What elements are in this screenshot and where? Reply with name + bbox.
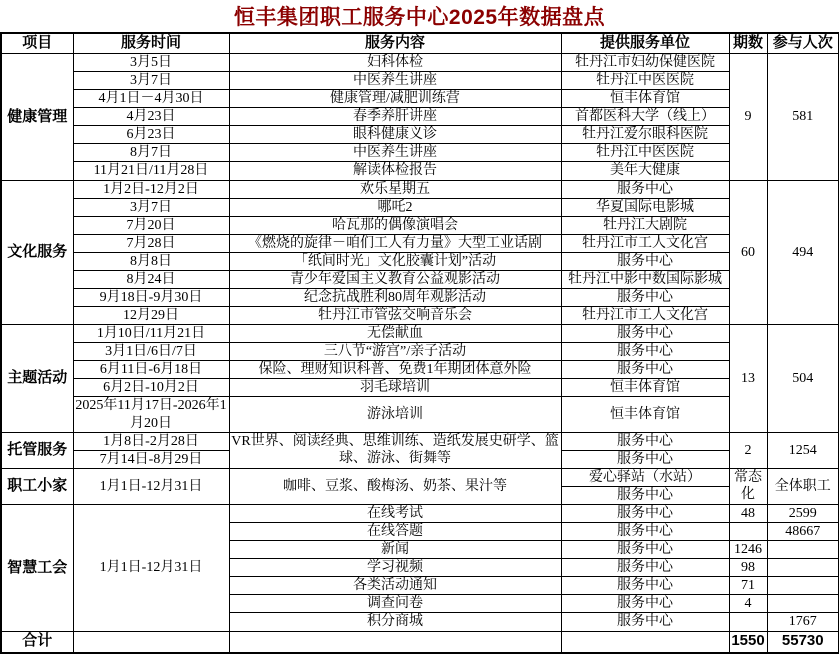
cell-time: 8月7日 xyxy=(73,144,229,162)
cell-time: 1月1日-12月31日 xyxy=(73,468,229,504)
table-row xyxy=(1,289,839,307)
cell-provider: 服务中心 xyxy=(561,541,729,559)
cell-content: 新闻 xyxy=(229,541,561,559)
cell-project: 托管服务 xyxy=(1,432,73,468)
cell-time: 6月2日-10月2日 xyxy=(73,379,229,397)
cell-provider: 牡丹江中影中数国际影城 xyxy=(561,270,729,288)
column-header: 提供服务单位 xyxy=(561,33,729,54)
cell-project: 主题活动 xyxy=(1,325,73,432)
cell-time: 7月20日 xyxy=(73,216,229,234)
table-body xyxy=(1,54,839,653)
table-row xyxy=(1,162,839,180)
cell-time: 9月18日-9月30日 xyxy=(73,289,229,307)
cell-participants: 2599 xyxy=(767,504,839,522)
cell-provider: 服务中心 xyxy=(561,595,729,613)
cell-content: 中医养生讲座 xyxy=(229,72,561,90)
table-row xyxy=(1,90,839,108)
cell-total-provider xyxy=(561,631,729,653)
table-row xyxy=(1,468,839,486)
cell-time: 6月23日 xyxy=(73,126,229,144)
cell-content: 青少年爱国主义教育公益观影活动 xyxy=(229,270,561,288)
cell-periods: 1246 xyxy=(729,541,767,559)
page-title: 恒丰集团职工服务中心2025年数据盘点 xyxy=(233,6,606,29)
cell-provider: 首都医科大学（线上） xyxy=(561,108,729,126)
cell-provider: 服务中心 xyxy=(561,450,729,468)
cell-content: 中医养生讲座 xyxy=(229,144,561,162)
cell-total-periods: 1550 xyxy=(729,631,767,653)
cell-content: 《燃烧的旋律－咱们工人有力量》大型工业话剧 xyxy=(229,234,561,252)
cell-provider: 服务中心 xyxy=(561,361,729,379)
cell-periods: 4 xyxy=(729,595,767,613)
cell-project: 健康管理 xyxy=(1,54,73,181)
cell-content: 调查问卷 xyxy=(229,595,561,613)
column-header: 期数 xyxy=(729,33,767,54)
cell-total-label: 合计 xyxy=(1,631,73,653)
table-row xyxy=(1,397,839,432)
cell-participants: 581 xyxy=(767,54,839,181)
cell-content: 羽毛球培训 xyxy=(229,379,561,397)
cell-provider: 恒丰体育馆 xyxy=(561,90,729,108)
cell-participants: 494 xyxy=(767,180,839,325)
cell-time: 11月21日/11月28日 xyxy=(73,162,229,180)
cell-periods: 60 xyxy=(729,180,767,325)
cell-content: 三八节“游宫”/亲子活动 xyxy=(229,343,561,361)
table-row xyxy=(1,108,839,126)
cell-provider: 服务中心 xyxy=(561,613,729,631)
table-row xyxy=(1,252,839,270)
data-table xyxy=(0,32,839,654)
cell-content: 学习视频 xyxy=(229,559,561,577)
cell-periods: 71 xyxy=(729,577,767,595)
cell-content: 健康管理/减肥训练营 xyxy=(229,90,561,108)
table-row xyxy=(1,72,839,90)
cell-content: 游泳培训 xyxy=(229,397,561,432)
cell-content: 欢乐星期五 xyxy=(229,180,561,198)
cell-total-participants: 55730 xyxy=(767,631,839,653)
cell-participants: 48667 xyxy=(767,523,839,541)
cell-time: 1月1日-12月31日 xyxy=(73,504,229,631)
cell-periods: 9 xyxy=(729,54,767,181)
cell-provider: 恒丰体育馆 xyxy=(561,397,729,432)
table-row xyxy=(1,126,839,144)
cell-periods: 98 xyxy=(729,559,767,577)
cell-provider: 服务中心 xyxy=(561,252,729,270)
cell-participants xyxy=(767,541,839,559)
cell-periods: 常态化 xyxy=(729,468,767,504)
cell-provider: 服务中心 xyxy=(561,432,729,450)
cell-content: 妇科体检 xyxy=(229,54,561,72)
cell-periods xyxy=(729,523,767,541)
cell-participants: 全体职工 xyxy=(767,468,839,504)
cell-time: 3月7日 xyxy=(73,198,229,216)
cell-project: 智慧工会 xyxy=(1,504,73,631)
cell-content: 纪念抗战胜利80周年观影活动 xyxy=(229,289,561,307)
cell-content: 「纸间时光」文化胶囊计划”活动 xyxy=(229,252,561,270)
cell-project: 文化服务 xyxy=(1,180,73,325)
cell-project: 职工小家 xyxy=(1,468,73,504)
table-row xyxy=(1,361,839,379)
total-row xyxy=(1,631,839,653)
cell-provider: 服务中心 xyxy=(561,289,729,307)
column-header: 服务内容 xyxy=(229,33,561,54)
cell-time: 3月5日 xyxy=(73,54,229,72)
cell-periods xyxy=(729,613,767,631)
cell-provider: 牡丹江爱尔眼科医院 xyxy=(561,126,729,144)
cell-time: 6月11日-6月18日 xyxy=(73,361,229,379)
cell-content: 哪吒2 xyxy=(229,198,561,216)
table-row xyxy=(1,216,839,234)
cell-content: 眼科健康义诊 xyxy=(229,126,561,144)
cell-time: 7月28日 xyxy=(73,234,229,252)
cell-time: 4月1日－4月30日 xyxy=(73,90,229,108)
cell-periods: 48 xyxy=(729,504,767,522)
table-row xyxy=(1,504,839,522)
cell-time: 1月10日/11月21日 xyxy=(73,325,229,343)
cell-content: 保险、理财知识科普、免费1年期团体意外险 xyxy=(229,361,561,379)
cell-total-time xyxy=(73,631,229,653)
cell-participants xyxy=(767,595,839,613)
table-row xyxy=(1,234,839,252)
table-row xyxy=(1,325,839,343)
cell-time: 2025年11月17日-2026年1月20日 xyxy=(73,397,229,432)
cell-content: VR世界、阅读经典、思维训练、造纸发展史研学、篮球、游泳、街舞等 xyxy=(229,432,561,468)
cell-time: 1月2日-12月2日 xyxy=(73,180,229,198)
table-row xyxy=(1,343,839,361)
cell-participants: 1767 xyxy=(767,613,839,631)
cell-periods: 13 xyxy=(729,325,767,432)
cell-provider: 服务中心 xyxy=(561,343,729,361)
table-row xyxy=(1,379,839,397)
table-row xyxy=(1,198,839,216)
cell-provider: 服务中心 xyxy=(561,325,729,343)
cell-provider: 服务中心 xyxy=(561,523,729,541)
cell-provider: 恒丰体育馆 xyxy=(561,379,729,397)
table-row xyxy=(1,180,839,198)
cell-provider: 华夏国际电影城 xyxy=(561,198,729,216)
table-row xyxy=(1,54,839,72)
column-header: 项目 xyxy=(1,33,73,54)
cell-content: 咖啡、豆浆、酸梅汤、奶茶、果汁等 xyxy=(229,468,561,504)
header-row xyxy=(1,33,839,54)
table-row xyxy=(1,144,839,162)
cell-content: 牡丹江市管弦交响音乐会 xyxy=(229,307,561,325)
cell-participants xyxy=(767,559,839,577)
cell-provider: 服务中心 xyxy=(561,504,729,522)
cell-periods: 2 xyxy=(729,432,767,468)
column-header: 服务时间 xyxy=(73,33,229,54)
cell-provider: 服务中心 xyxy=(561,180,729,198)
cell-provider: 牡丹江市妇幼保健医院 xyxy=(561,54,729,72)
cell-content: 在线考试 xyxy=(229,504,561,522)
cell-provider: 爱心驿站（水站） xyxy=(561,468,729,486)
cell-provider: 牡丹江市工人文化宫 xyxy=(561,307,729,325)
cell-participants xyxy=(767,577,839,595)
cell-total-content xyxy=(229,631,561,653)
cell-content: 在线答题 xyxy=(229,523,561,541)
cell-provider: 牡丹江中医医院 xyxy=(561,72,729,90)
column-header: 参与人次 xyxy=(767,33,839,54)
cell-provider: 美年大健康 xyxy=(561,162,729,180)
cell-time: 1月8日-2月28日 xyxy=(73,432,229,450)
cell-time: 4月23日 xyxy=(73,108,229,126)
cell-participants: 1254 xyxy=(767,432,839,468)
cell-provider: 牡丹江市工人文化宫 xyxy=(561,234,729,252)
cell-content: 春季养肝讲座 xyxy=(229,108,561,126)
cell-provider: 牡丹江中医医院 xyxy=(561,144,729,162)
cell-time: 3月1日/6日/7日 xyxy=(73,343,229,361)
cell-content: 各类活动通知 xyxy=(229,577,561,595)
table-header xyxy=(1,33,839,54)
cell-time: 7月14日-8月29日 xyxy=(73,450,229,468)
cell-provider: 服务中心 xyxy=(561,486,729,504)
cell-content: 解读体检报告 xyxy=(229,162,561,180)
cell-provider: 牡丹江大剧院 xyxy=(561,216,729,234)
cell-participants: 504 xyxy=(767,325,839,432)
cell-content: 哈瓦那的偶像演唱会 xyxy=(229,216,561,234)
table-row xyxy=(1,432,839,450)
cell-provider: 服务中心 xyxy=(561,577,729,595)
cell-time: 8月24日 xyxy=(73,270,229,288)
cell-content: 无偿献血 xyxy=(229,325,561,343)
cell-provider: 服务中心 xyxy=(561,559,729,577)
table-row xyxy=(1,270,839,288)
cell-time: 3月7日 xyxy=(73,72,229,90)
cell-time: 12月29日 xyxy=(73,307,229,325)
table-row xyxy=(1,307,839,325)
cell-content: 积分商城 xyxy=(229,613,561,631)
cell-time: 8月8日 xyxy=(73,252,229,270)
